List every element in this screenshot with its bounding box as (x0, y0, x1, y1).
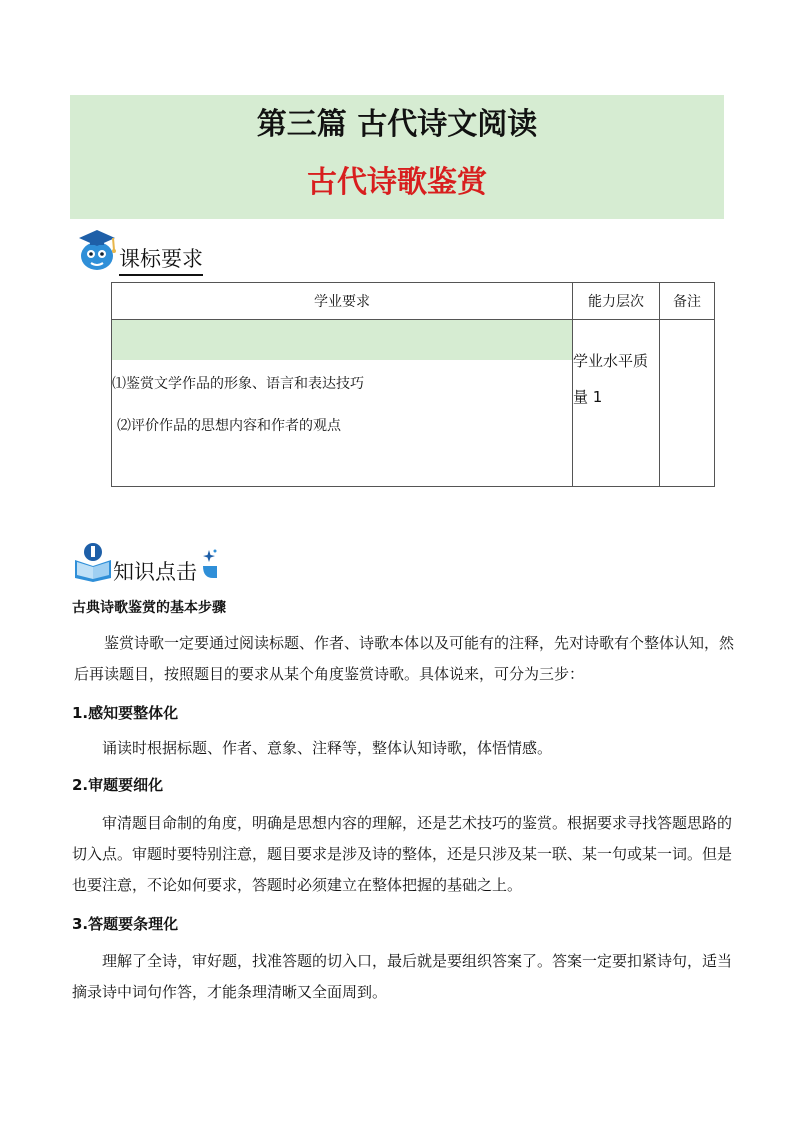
step-body: 诵读时根据标题、作者、意象、注释等，整体认知诗歌，体悟情感。 (102, 739, 553, 757)
highlight-band (112, 320, 572, 360)
title-banner (70, 95, 724, 219)
level-cell (573, 320, 660, 487)
step-title: 3.答题要条理化 (72, 915, 179, 933)
header-note: 备注 (660, 283, 715, 320)
header-requirement: 学业要求 (112, 283, 573, 320)
header-level: 能力层次 (573, 283, 660, 320)
requirement-cell (112, 320, 573, 487)
table-row (112, 320, 715, 487)
step-body: 审清题目命制的角度，明确是思想内容的理解，还是艺术技巧的鉴赏。根据要求寻找答题思路的切入点。审题时要特别注意，题目要求是涉及诗的整体，还是只涉及某一联、某一句或某一词。但是也要注意，不论如何要求，答题时必须建立在整体把握的基础之上。 (72, 814, 733, 894)
section-label: 知识点击 (113, 560, 197, 584)
section-heading-standards (75, 226, 203, 276)
level-text-line2: 量 1 (573, 388, 603, 406)
step-title: 1.感知要整体化 (72, 704, 179, 722)
section-heading-knowledge (73, 540, 219, 586)
scholar-mascot-icon (75, 226, 119, 276)
intro-paragraph: 鉴赏诗歌一定要通过阅读标题、作者、诗歌本体以及可能有的注释，先对诗歌有个整体认知，然后再读题目，按照题目的要求从某个角度鉴赏诗歌。具体说来，可分为三步： (74, 634, 735, 683)
requirement-item: ⑴鉴赏文学作品的形象、语言和表达技巧 (112, 376, 364, 392)
table-header-row (112, 283, 715, 320)
requirement-item: ⑵评价作品的思想内容和作者的观点 (117, 418, 341, 434)
section-label: 课标要求 (119, 243, 203, 276)
requirements-table (111, 282, 715, 487)
sparkle-icon (199, 548, 219, 586)
note-cell (660, 320, 715, 487)
page-title: 第三篇 古代诗文阅读 (256, 107, 538, 142)
step-title: 2.审题要细化 (72, 776, 164, 794)
page-subtitle: 古代诗歌鉴赏 (307, 165, 487, 200)
level-text-line1: 学业水平质 (573, 352, 649, 370)
knowledge-heading: 古典诗歌鉴赏的基本步骤 (72, 600, 226, 616)
book-icon (73, 540, 113, 586)
step-body: 理解了全诗，审好题，找准答题的切入口，最后就是要组织答案了。答案一定要扣紧诗句，适当摘录诗中词句作答，才能条理清晰又全面周到。 (72, 952, 733, 1001)
